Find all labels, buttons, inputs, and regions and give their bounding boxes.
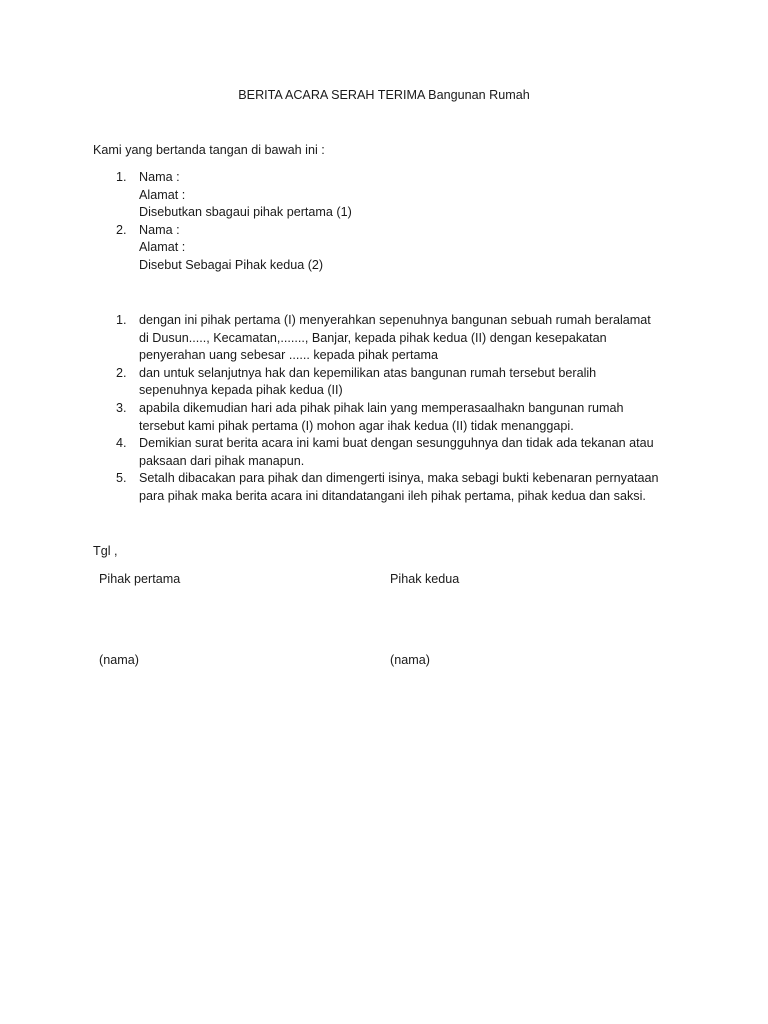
party-address-label: Alamat : (139, 240, 186, 255)
list-item-body (139, 470, 686, 505)
second-party-signature-label: Pihak kedua (390, 572, 460, 586)
parties-list (116, 169, 352, 275)
date-label: Tgl , (93, 544, 118, 558)
text-line: di Dusun....., Kecamatan,......., Banjar, kepada pihak kedua (II) dengan kesepakatan (139, 330, 607, 345)
text-line: penyerahan uang sebesar ...... kepada pihak pertama (139, 348, 438, 363)
list-item-body (139, 435, 686, 470)
list-item-body (139, 400, 686, 435)
list-item-body (139, 169, 352, 222)
list-number: 4. (116, 436, 127, 451)
list-item (116, 312, 686, 365)
list-item (116, 169, 352, 222)
list-number: 3. (116, 400, 127, 415)
intro-text: Kami yang bertanda tangan di bawah ini : (93, 143, 325, 157)
text-line: dengan ini pihak pertama (I) menyerahkan sepenuhnya bangunan sebuah rumah beralamat (139, 313, 651, 327)
party-role-text: Disebutkan sbagaui pihak pertama (1) (139, 205, 352, 220)
text-line: paksaan dari pihak manapun. (139, 453, 305, 468)
second-party-name-placeholder: (nama) (390, 653, 430, 667)
list-number: 5. (116, 471, 127, 486)
party-address-label: Alamat : (139, 187, 186, 202)
list-number: 2. (116, 365, 127, 380)
list-item-body (139, 312, 686, 365)
list-item-body (139, 222, 352, 275)
text-line: para pihak maka berita acara ini ditandatangani ileh pihak pertama, pihak kedua dan saksi. (139, 488, 646, 503)
party-role-text: Disebut Sebagai Pihak kedua (2) (139, 257, 324, 272)
first-party-name-placeholder: (nama) (99, 653, 139, 667)
party-name-label: Nama : (139, 170, 180, 184)
list-item (116, 222, 352, 275)
text-line: Demikian surat berita acara ini kami buat dengan sesungguhnya dan tidak ada tekanan atau (139, 436, 654, 451)
text-line: apabila dikemudian hari ada pihak pihak lain yang memperasaalhakn bangunan rumah (139, 400, 624, 415)
list-item (116, 470, 686, 505)
list-number: 1. (116, 170, 127, 184)
list-item (116, 365, 686, 400)
document-title: BERITA ACARA SERAH TERIMA Bangunan Rumah (238, 88, 530, 102)
text-line: Setalh dibacakan para pihak dan dimengerti isinya, maka sebagi bukti kebenaran pernyataan (139, 471, 659, 486)
text-line: dan untuk selanjutnya hak dan kepemilikan atas bangunan rumah tersebut beralih (139, 365, 597, 380)
list-item (116, 400, 686, 435)
text-line: tersebut kami pihak pertama (I) mohon agar ihak kedua (II) tidak menanggapi. (139, 418, 574, 433)
text-line: sepenuhnya kepada pihak kedua (II) (139, 383, 343, 398)
list-item (116, 435, 686, 470)
list-number: 1. (116, 313, 127, 327)
first-party-signature-label: Pihak pertama (99, 572, 181, 586)
agreement-points-list (116, 312, 686, 506)
party-name-label: Nama : (139, 222, 180, 237)
list-item-body (139, 365, 686, 400)
list-number: 2. (116, 222, 127, 237)
